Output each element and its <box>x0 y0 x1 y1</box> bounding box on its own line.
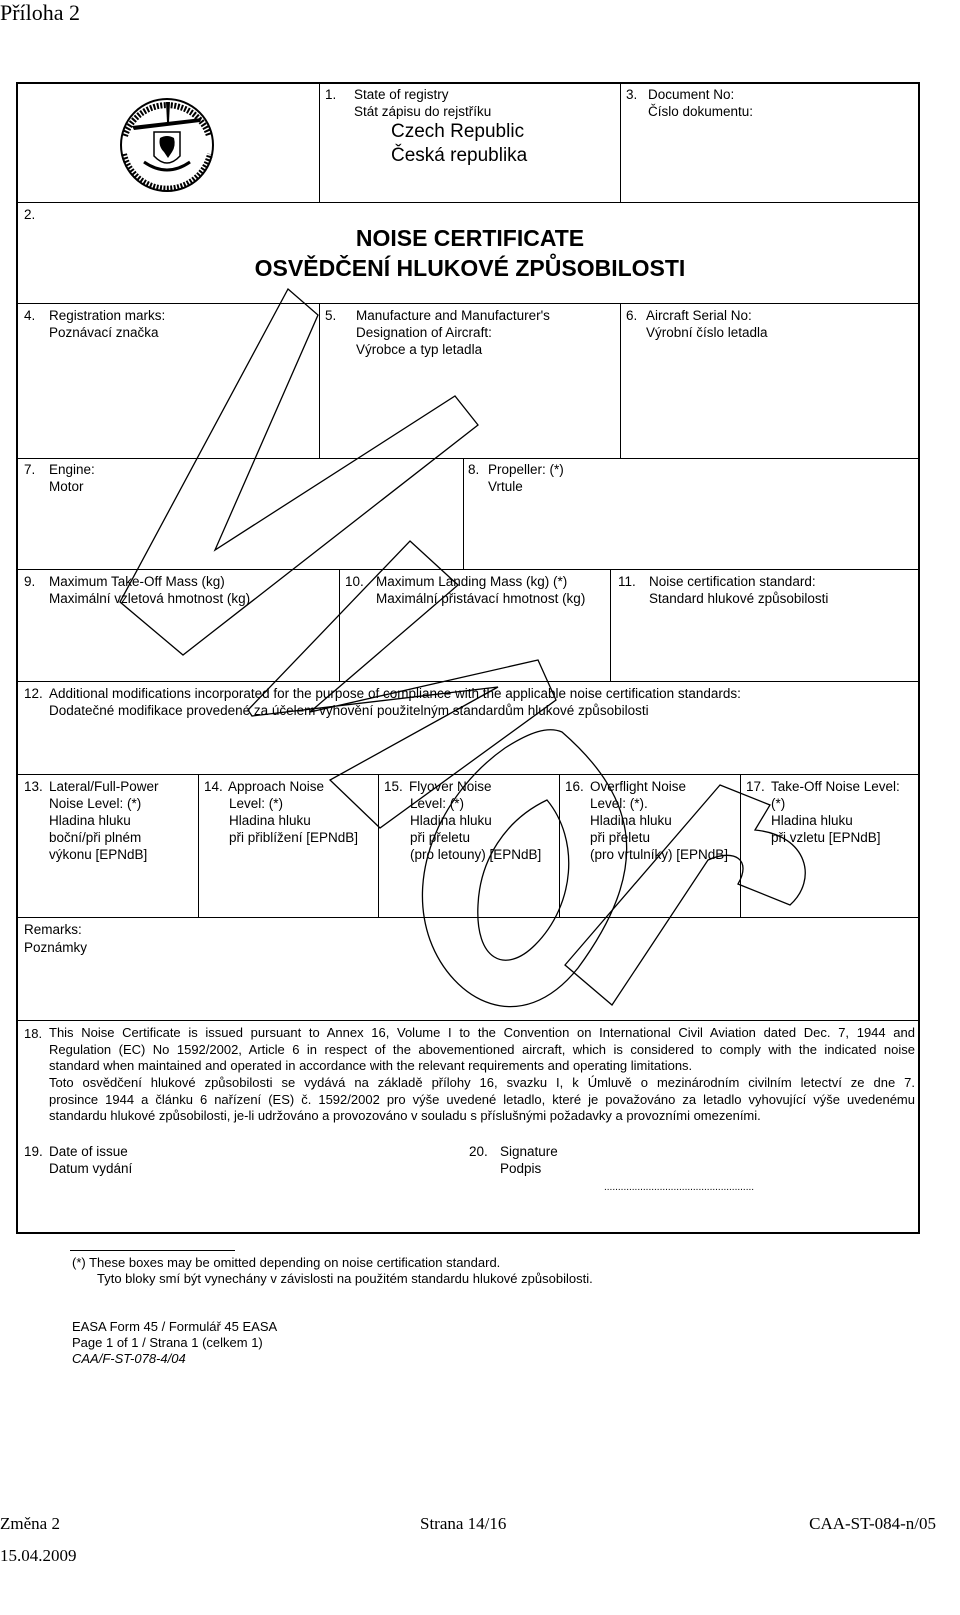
box16-number: 16. <box>565 779 584 794</box>
footer-document-id: CAA-ST-084-n/05 <box>809 1514 936 1533</box>
box15-label: Flyover Noise <box>409 779 492 794</box>
box18-number: 18. <box>24 1026 43 1041</box>
box13-label: Hladina hluku <box>49 813 131 828</box>
box16-label: Hladina hluku <box>590 813 672 828</box>
box17-label: Take-Off Noise Level: <box>771 779 900 794</box>
box18-line: Regulation (EC) No 1592/2002, Article 6 in respect of the abovementioned aircraft, which is considered to comply with the indicated noise <box>49 1041 915 1057</box>
box11-label-cz: Standard hlukové způsobilosti <box>649 591 829 606</box>
footer-date: 15.04.2009 <box>0 1546 77 1565</box>
box15-label: při přeletu <box>410 830 471 845</box>
box15-label: Level: (*) <box>410 796 465 811</box>
form-id-line2: Page 1 of 1 / Strana 1 (celkem 1) <box>72 1335 263 1350</box>
box7-label-cz: Motor <box>49 479 84 494</box>
box6-number: 6. <box>626 308 638 323</box>
box2-number: 2. <box>24 207 36 222</box>
box16-label: při přeletu <box>590 830 651 845</box>
box7-label-en: Engine: <box>49 462 95 477</box>
box18-line: standardu hlukové způsobilosti, je-li udržováno a provozováno v souladu s příslušnými požadavky a provozními omezeními. <box>49 1108 761 1123</box>
box11-label-en: Noise certification standard: <box>649 574 816 589</box>
box16-label: Overflight Noise <box>590 779 687 794</box>
box20-number: 20. <box>469 1144 488 1159</box>
box17-label: Hladina hluku <box>771 813 853 828</box>
box1-label-en: State of registry <box>354 87 449 102</box>
box3-label-en: Document No: <box>648 87 735 102</box>
box5-number: 5. <box>325 308 337 323</box>
box6-label-en: Aircraft Serial No: <box>646 308 752 323</box>
box6-label-cz: Výrobní číslo letadla <box>646 325 768 340</box>
signature-line: ...................................................... <box>604 1182 755 1193</box>
box14-label: při přiblížení [EPNdB] <box>229 830 359 845</box>
box18-line: standard when maintained and operated in accordance with the relevant requirements and operating limitations. <box>49 1058 693 1073</box>
box18-line: prosince 1944 a článku 6 nařízení (ES) č. 1592/2002 pro výše uvedené letadlo, které je považováno za letadlo vyhovující výše uvedenému <box>49 1091 915 1107</box>
box7-number: 7. <box>24 462 36 477</box>
box15-label: (pro letouny) [EPNdB] <box>410 847 542 862</box>
box11-number: 11. <box>618 574 636 589</box>
state-value-cz: Česká republika <box>391 145 528 166</box>
box4-number: 4. <box>24 308 36 323</box>
footnote-cz: Tyto bloky smí být vynechány v závislosti na použitém standardu hlukové způsobilosti. <box>97 1271 593 1286</box>
box17-label: (*) <box>771 796 786 811</box>
box14-label: Level: (*) <box>229 796 284 811</box>
footer-amendment: Změna 2 <box>0 1514 60 1533</box>
box12-label-en: Additional modifications incorporated for the purpose of compliance with the applicable noise certification standards: <box>49 686 741 701</box>
box9-label-cz: Maximální vzletová hmotnost (kg) <box>49 591 251 606</box>
footnote-en: (*) These boxes may be omitted depending on noise certification standard. <box>72 1255 501 1270</box>
box16-label: Level: (*). <box>590 796 648 811</box>
page-label: Příloha 2 <box>0 0 81 25</box>
box14-label: Approach Noise <box>228 779 325 794</box>
box13-label: výkonu [EPNdB] <box>49 847 148 862</box>
box13-label: Noise Level: (*) <box>49 796 142 811</box>
box5-label-cz: Výrobce a typ letadla <box>356 342 483 357</box>
certificate-title-en: NOISE CERTIFICATE <box>355 225 585 251</box>
box8-label-en: Propeller: (*) <box>488 462 564 477</box>
box18-line: Toto osvědčení hlukové způsobilosti se vydává na základě přílohy 16, svazku I, k Úmluvě o mezinárodním civilním letectví ze dne 7. <box>49 1075 915 1090</box>
box5-label-en: Manufacture and Manufacturer's <box>356 308 550 323</box>
box8-label-cz: Vrtule <box>488 479 523 494</box>
box5-label-en2: Designation of Aircraft: <box>356 325 492 340</box>
remarks-label-en: Remarks: <box>24 922 82 937</box>
box10-label-en: Maximum Landing Mass (kg) (*) <box>376 574 568 589</box>
box17-label: při vzletu [EPNdB] <box>771 830 881 845</box>
box14-number: 14. <box>204 779 223 794</box>
box9-label-en: Maximum Take-Off Mass (kg) <box>49 574 225 589</box>
box13-label: boční/při plném <box>49 830 142 845</box>
box3-label-cz: Číslo dokumentu: <box>648 104 754 119</box>
box9-number: 9. <box>24 574 36 589</box>
signature-label-cz: Podpis <box>500 1161 542 1176</box>
box8-number: 8. <box>468 462 480 477</box>
box16-label: (pro vrtulníky) [EPNdB] <box>590 847 729 862</box>
box18-line: This Noise Certificate is issued pursuant to Annex 16, Volume I to the Convention on International Civil Aviation dated Dec. 7, 1944 and <box>49 1025 915 1040</box>
box4-label-en: Registration marks: <box>49 308 166 323</box>
box10-number: 10. <box>345 574 364 589</box>
box15-number: 15. <box>384 779 403 794</box>
box13-label: Lateral/Full-Power <box>49 779 159 794</box>
box4-label-cz: Poznávací značka <box>49 325 159 340</box>
box19-number: 19. <box>24 1144 43 1159</box>
box12-number: 12. <box>24 686 43 701</box>
box10-label-cz: Maximální přistávací hmotnost (kg) <box>376 591 586 606</box>
signature-label-en: Signature <box>500 1144 558 1159</box>
form-id-line1: EASA Form 45 / Formulář 45 EASA <box>72 1319 278 1334</box>
box17-number: 17. <box>746 779 765 794</box>
state-value-en: Czech Republic <box>391 121 525 142</box>
box13-number: 13. <box>24 779 43 794</box>
footer-page-number: Strana 14/16 <box>420 1514 507 1533</box>
date-of-issue-label-en: Date of issue <box>49 1144 128 1159</box>
remarks-label-cz: Poznámky <box>24 940 88 955</box>
form-id-line3: CAA/F-ST-078-4/04 <box>72 1351 186 1366</box>
box1-label-cz: Stát zápisu do rejstříku <box>354 104 492 119</box>
box14-label: Hladina hluku <box>229 813 311 828</box>
box12-label-cz: Dodatečné modifikace provedené za účelem vyhovění použitelným standardům hlukové způsobilosti <box>49 703 649 718</box>
certificate-title-cz: OSVĚDČENÍ HLUKOVÉ ZPŮSOBILOSTI <box>254 255 686 281</box>
date-of-issue-label-cz: Datum vydání <box>49 1161 133 1176</box>
box15-label: Hladina hluku <box>410 813 492 828</box>
box3-number: 3. <box>626 87 638 102</box>
box1-number: 1. <box>325 87 337 102</box>
